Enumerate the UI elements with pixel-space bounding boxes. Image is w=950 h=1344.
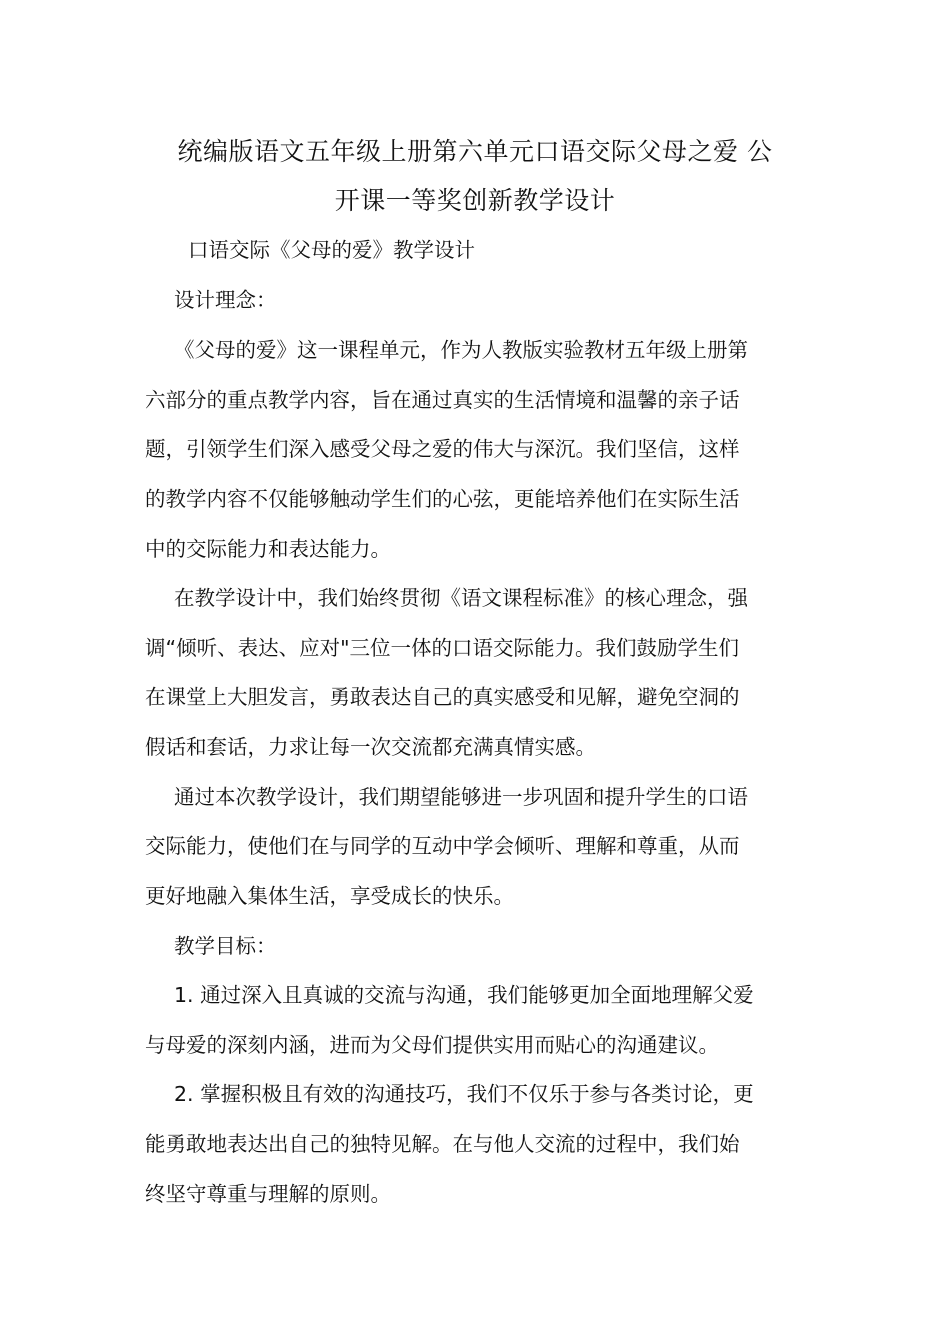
- paragraph-1-line: 中的交际能力和表达能力。: [145, 537, 391, 561]
- paragraph-3-line: 更好地融入集体生活，享受成长的快乐。: [145, 884, 514, 908]
- goal-2-line: 能勇敢地表达出自己的独特见解。在与他人交流的过程中，我们始: [145, 1132, 740, 1156]
- paragraph-1-line: 六部分的重点教学内容，旨在通过真实的生活情境和温馨的亲子话: [145, 388, 740, 412]
- paragraph-2-line: 假话和套话，力求让每一次交流都充满真情实感。: [145, 735, 596, 759]
- paragraph-2-line: 调“倾听、表达、应对"三位一体的口语交际能力。我们鼓励学生们: [145, 636, 740, 660]
- paragraph-1-line: 《父母的爱》这一课程单元，作为人教版实验教材五年级上册第: [174, 338, 748, 362]
- paragraph-1-line: 题，引领学生们深入感受父母之爱的伟大与深沉。我们坚信，这样: [145, 437, 740, 461]
- goal-1-line: 1. 通过深入且真诚的交流与沟通，我们能够更加全面地理解父爱: [174, 983, 754, 1007]
- paragraph-2-line: 在教学设计中，我们始终贯彻《语文课程标准》的核心理念，强: [174, 586, 748, 610]
- section-heading-concept: 设计理念：: [174, 288, 277, 312]
- title-line-2: 开课一等奖创新教学设计: [334, 186, 616, 215]
- title-line-1: 统编版语文五年级上册第六单元口语交际父母之爱 公: [177, 137, 773, 166]
- goal-2-line: 终坚守尊重与理解的原则。: [145, 1182, 391, 1206]
- section-heading-goals: 教学目标：: [174, 934, 277, 958]
- paragraph-1-line: 的教学内容不仅能够触动学生们的心弦，更能培养他们在实际生活: [145, 487, 740, 511]
- paragraph-3-line: 交际能力，使他们在与同学的互动中学会倾听、理解和尊重，从而: [145, 834, 740, 858]
- goal-1-line: 与母爱的深刻内涵，进而为父母们提供实用而贴心的沟通建议。: [145, 1033, 719, 1057]
- paragraph-2-line: 在课堂上大胆发言，勇敢表达自己的真实感受和见解，避免空洞的: [145, 685, 740, 709]
- paragraph-3-line: 通过本次教学设计，我们期望能够进一步巩固和提升学生的口语: [174, 785, 748, 809]
- goal-2-line: 2. 掌握积极且有效的沟通技巧，我们不仅乐于参与各类讨论，更: [174, 1082, 754, 1106]
- subtitle: 口语交际《父母的爱》教学设计: [188, 238, 475, 262]
